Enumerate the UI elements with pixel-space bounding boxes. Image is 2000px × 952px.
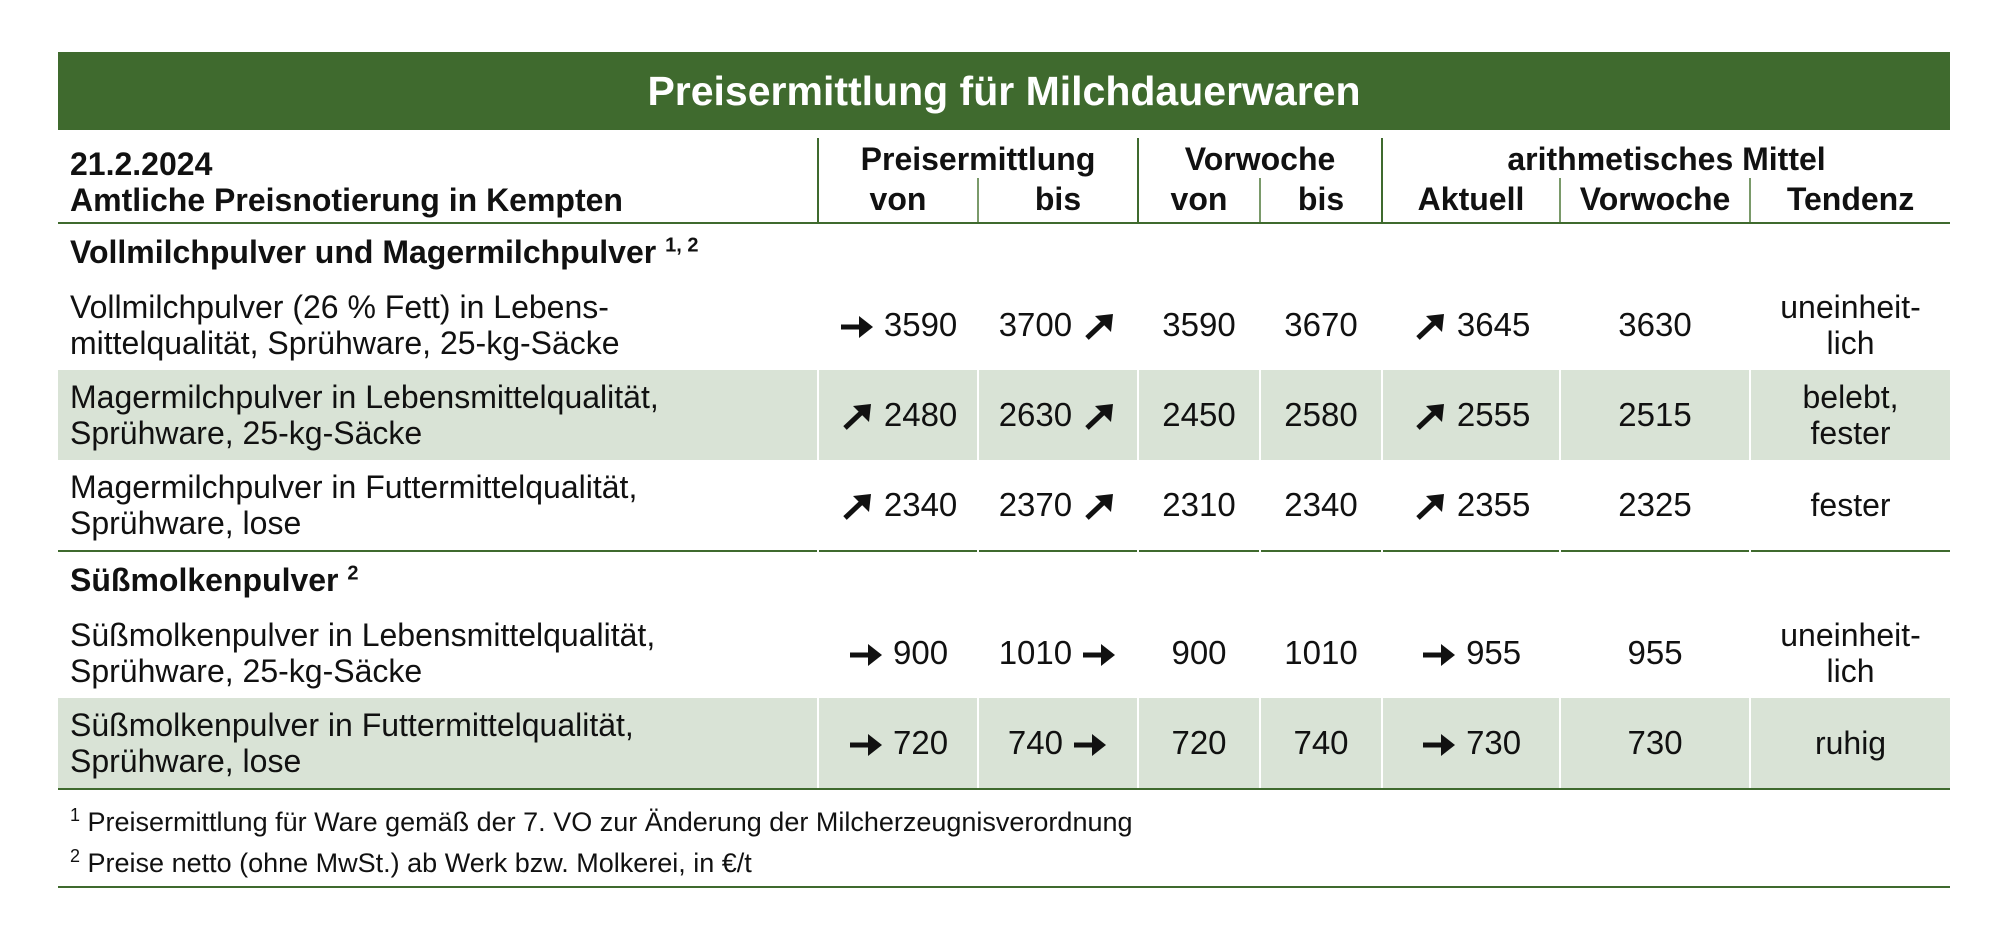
price-bis: 1010 — [978, 608, 1138, 698]
col-header-tendenz: Tendenz — [1750, 178, 1950, 223]
table-row — [58, 460, 1950, 551]
col-header-bis: bis — [978, 178, 1138, 223]
table-title: Preisermittlung für Milchdauerwaren — [58, 52, 1950, 130]
product-name: Süßmolkenpulver in Lebensmittelqualität, Sprühware, 25-kg-Säcke — [70, 617, 656, 689]
tendenz: ruhig — [1750, 698, 1950, 789]
group-header-preisermittlung: Preisermittlung — [818, 138, 1138, 178]
table-row — [58, 280, 1950, 370]
arrow-right-icon — [1421, 641, 1457, 669]
table-body — [58, 223, 1950, 789]
arrow-right-icon — [1081, 641, 1117, 669]
vorwoche-bis: 1010 — [1260, 608, 1382, 698]
header-label — [58, 138, 818, 223]
tendenz: uneinheit- lich — [1750, 608, 1950, 698]
vorwoche-bis: 2340 — [1260, 460, 1382, 551]
arrow-right-icon — [848, 731, 884, 759]
product-name: Magermilchpulver in Lebensmittelqualität, Sprühware, 25-kg-Säcke — [58, 370, 818, 460]
col-header-vw-von: von — [1138, 178, 1260, 223]
vorwoche-von: 900 — [1138, 608, 1260, 698]
section-header — [58, 223, 1950, 280]
price-von: 900 — [818, 608, 978, 698]
mittel-vorwoche: 2515 — [1560, 370, 1750, 460]
product-name: Magermilchpulver in Futtermittelqualität, Sprühware, lose — [70, 469, 638, 541]
vorwoche-bis: 3670 — [1260, 280, 1382, 370]
price-table — [58, 138, 1950, 790]
vorwoche-von: 2310 — [1138, 460, 1260, 551]
group-header-mittel: arithmetisches Mittel — [1382, 138, 1950, 178]
section-footnote-mark: 1, 2 — [665, 233, 699, 256]
mittel-vorwoche: 2325 — [1560, 460, 1750, 551]
mittel-vorwoche: 3630 — [1560, 280, 1750, 370]
arrow-right-icon — [1072, 731, 1108, 759]
tendenz: fester — [1750, 460, 1950, 551]
mittel-aktuell: 2555 — [1382, 370, 1560, 460]
table-row — [58, 370, 1950, 460]
arrow-up-right-icon — [1081, 313, 1117, 341]
vorwoche-von: 720 — [1138, 698, 1260, 789]
report-subtitle: Amtliche Preisnotierung in Kempten — [70, 182, 623, 218]
price-bis: 2630 — [978, 370, 1138, 460]
footnotes — [58, 798, 1950, 888]
col-header-vw-bis: bis — [1260, 178, 1382, 223]
group-header-vorwoche: Vorwoche — [1138, 138, 1382, 178]
tendenz: uneinheit- lich — [1750, 280, 1950, 370]
arrow-up-right-icon — [1412, 313, 1448, 341]
table-row — [58, 608, 1950, 698]
price-bis: 740 — [978, 698, 1138, 789]
mittel-aktuell: 955 — [1382, 608, 1560, 698]
mittel-vorwoche: 730 — [1560, 698, 1750, 789]
vorwoche-bis: 2580 — [1260, 370, 1382, 460]
vorwoche-von: 3590 — [1138, 280, 1260, 370]
arrow-up-right-icon — [839, 493, 875, 521]
col-header-von: von — [818, 178, 978, 223]
col-header-vorwoche: Vorwoche — [1560, 178, 1750, 223]
vorwoche-von: 2450 — [1138, 370, 1260, 460]
arrow-up-right-icon — [1081, 403, 1117, 431]
price-von: 2340 — [818, 460, 978, 551]
arrow-up-right-icon — [1412, 403, 1448, 431]
product-name: Süßmolkenpulver in Futtermittelqualität, Sprühware, lose — [58, 698, 818, 789]
arrow-up-right-icon — [839, 403, 875, 431]
mittel-aktuell: 3645 — [1382, 280, 1560, 370]
mittel-aktuell: 2355 — [1382, 460, 1560, 551]
footnote-1: $^1$ Preisermittlung für Ware gemäß der 7. VO zur Änderung der Milcherzeugnisverordnung — [70, 805, 1133, 837]
footnote-2: $^2$ Preise netto (ohne MwSt.) ab Werk bzw. Molkerei, in €/t — [70, 846, 752, 878]
section-header — [58, 551, 1950, 608]
mittel-aktuell: 730 — [1382, 698, 1560, 789]
arrow-up-right-icon — [1412, 493, 1448, 521]
price-bis: 2370 — [978, 460, 1138, 551]
arrow-right-icon — [1421, 731, 1457, 759]
section-title: Süßmolkenpulver — [70, 561, 339, 598]
price-von: 3590 — [818, 280, 978, 370]
price-von: 2480 — [818, 370, 978, 460]
section-title: Vollmilchpulver und Magermilchpulver — [70, 233, 657, 270]
price-bis: 3700 — [978, 280, 1138, 370]
vorwoche-bis: 740 — [1260, 698, 1382, 789]
arrow-right-icon — [839, 313, 875, 341]
tendenz: belebt, fester — [1750, 370, 1950, 460]
product-name: Vollmilchpulver (26 % Fett) in Lebens- mittelqualität, Sprühware, 25-kg-Säcke — [70, 289, 620, 361]
report-date: 21.2.2024 — [70, 146, 213, 182]
mittel-vorwoche: 955 — [1560, 608, 1750, 698]
table-row — [58, 698, 1950, 789]
arrow-up-right-icon — [1081, 493, 1117, 521]
arrow-right-icon — [848, 641, 884, 669]
col-header-aktuell: Aktuell — [1382, 178, 1560, 223]
section-footnote-mark: 2 — [347, 561, 359, 584]
price-von: 720 — [818, 698, 978, 789]
